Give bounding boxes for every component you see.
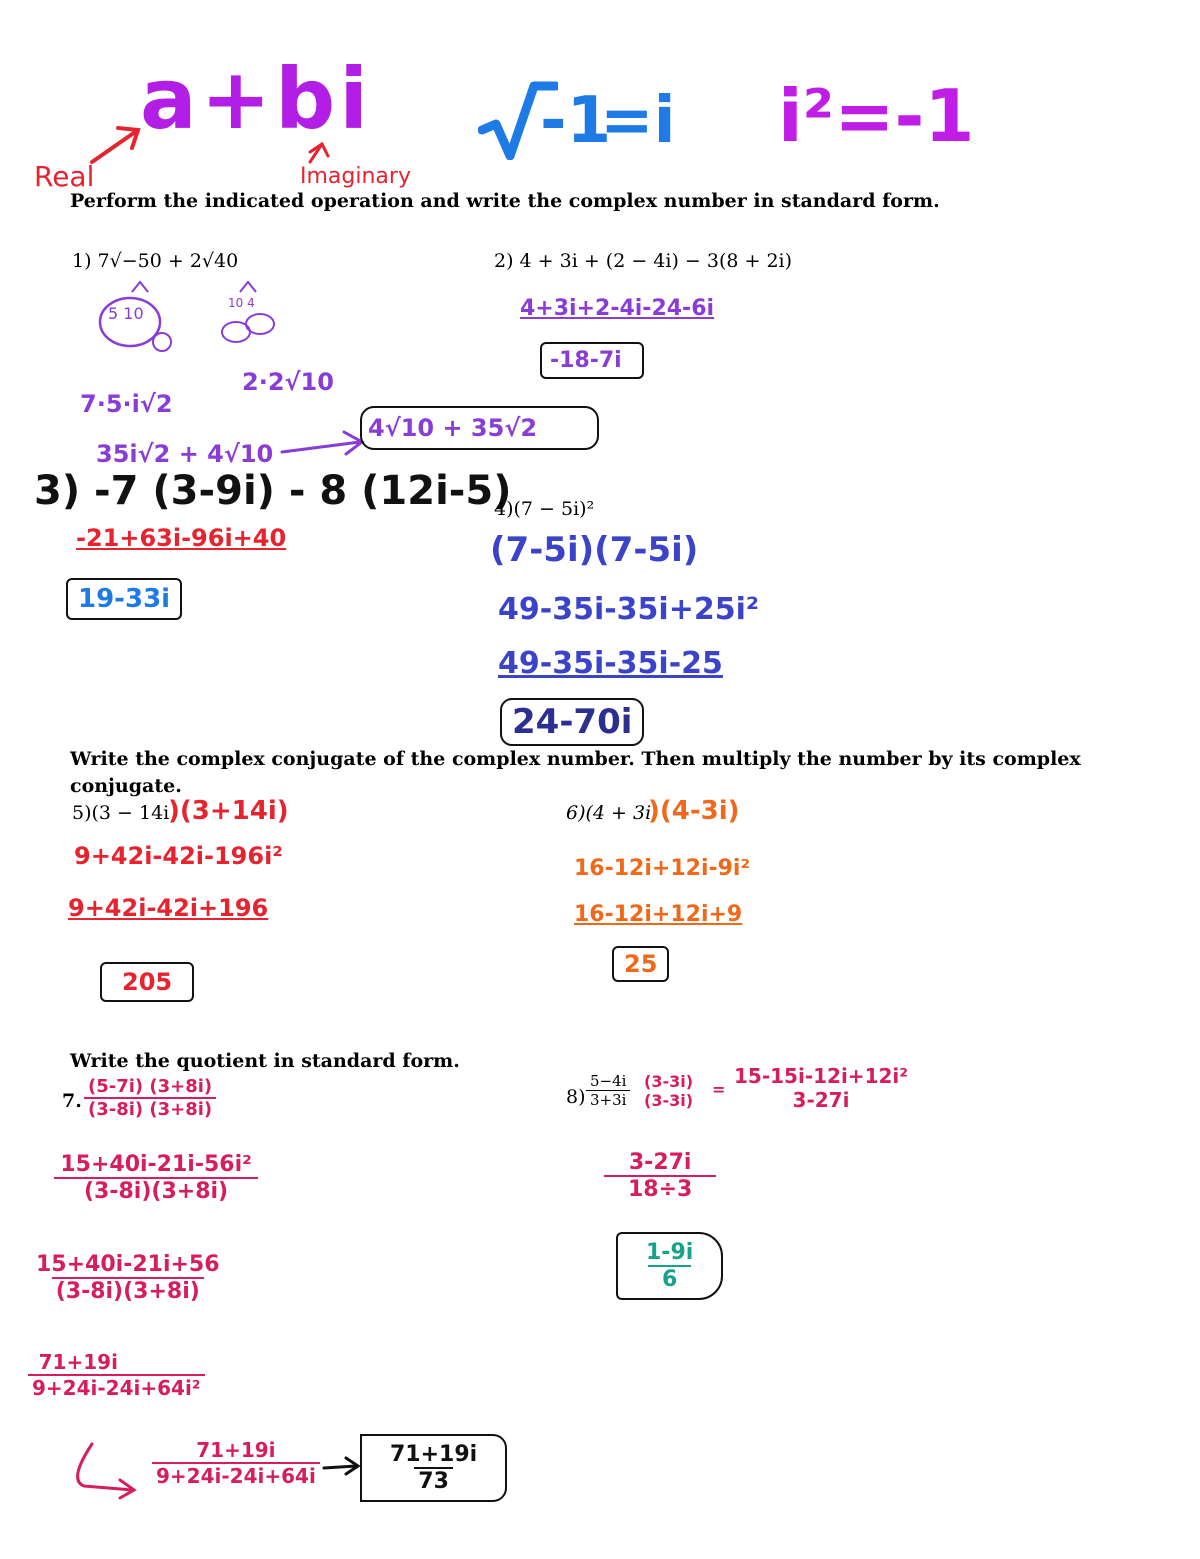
- problem-8-answer: $\frac{1-9i}{6}$: [616, 1232, 723, 1300]
- sqrt-radicand: -1: [540, 84, 612, 158]
- problem-8-result: 15-15i-12i+12i² 3-27i: [734, 1064, 909, 1112]
- problem-8-step: $\frac{3-27i}{18\div 3}$: [604, 1150, 716, 1202]
- problem-8-fraction: $\frac{5-4i}{3+3i}$: [586, 1072, 630, 1109]
- problem-7-step-2: $\frac{15+40i-21i+56}{(3-8i)(3+8i)}$: [36, 1252, 220, 1304]
- sqrt-identity-rhs: =i: [600, 84, 676, 158]
- problem-6-answer: 25: [612, 946, 669, 982]
- real-label: Real: [34, 160, 95, 193]
- return-arrow-icon: [62, 1440, 142, 1500]
- problem-7-step-1: $\frac{\text{15+40i-21i-56i²}}{(3-8i)(3+8i)}$: [54, 1152, 258, 1204]
- problem-1-label: 1) 7√−50 + 2√40: [72, 250, 239, 272]
- section2-heading: Write the complex conjugate of the complex number. Then multiply the number by its complex conjugate.: [70, 748, 1081, 797]
- problem-4-answer: 24-70i: [500, 698, 644, 746]
- problem-4-work-1: (7-5i)(7-5i): [490, 530, 699, 570]
- problem-4-label: 4)(7 − 5i)²: [494, 498, 595, 520]
- factor-tree-1-values: 5 10: [108, 304, 144, 323]
- problem-1-work-5: 35i√2 + 4√10: [96, 440, 274, 468]
- imaginary-label: Imaginary: [300, 164, 411, 189]
- real-arrow-icon: [88, 118, 148, 168]
- i-squared-identity: i²=-1: [778, 74, 975, 158]
- problem-8-multiplier: (3-3i) (3-3i): [644, 1072, 694, 1110]
- problem-3-label: 3) -7 (3-9i) - 8 (12i-5): [34, 468, 512, 514]
- problem-7-answer: $\frac{71+19i}{73}$: [360, 1434, 507, 1502]
- problem-6-label: 6)(4 + 3i: [566, 802, 652, 824]
- problem-2-label: 2) 4 + 3i + (2 − 4i) − 3(8 + 2i): [494, 250, 793, 272]
- problem-4-work-2: 49-35i-35i+25i²: [498, 592, 760, 627]
- problem-1-work-4: 7·5·i√2: [80, 390, 173, 418]
- problem-6-work-2: 16-12i+12i+9: [574, 902, 743, 927]
- problem-2-work-1: 4+3i+2-4i-24-6i: [520, 296, 715, 321]
- factor-tree-2-values: 10 4: [228, 296, 255, 310]
- problem-3-work-1: -21+63i-96i+40: [76, 524, 287, 552]
- problem-3-answer: 19-33i: [66, 578, 182, 620]
- problem-6-conjugate: )(4-3i): [648, 796, 740, 826]
- problem-4-work-3: 49-35i-35i-25: [498, 646, 723, 681]
- problem-5-answer: 205: [100, 962, 194, 1002]
- problem-2-answer: -18-7i: [540, 342, 644, 379]
- equals-sign: =: [712, 1080, 726, 1099]
- factor-tree-2: [208, 280, 288, 350]
- problem-5-conjugate: )(3+14i): [168, 796, 289, 826]
- problem-7-step-3: $\frac{71+19i}{\text{9+24i-24i+64i²}}$: [28, 1350, 205, 1400]
- section1-heading: Perform the indicated operation and write the complex number in standard form.: [70, 190, 940, 212]
- problem-7-step-4: $\frac{71+19i}{9+24i-24i+64i}$: [152, 1438, 320, 1488]
- problem-7-fraction: $\frac{(5-7i) (3+8i)}{(3-8i) (3+8i)}$: [84, 1076, 216, 1120]
- section3-heading: Write the quotient in standard form.: [70, 1050, 460, 1072]
- problem-8-label: 8): [566, 1086, 586, 1108]
- problem-6-work-1: 16-12i+12i-9i²: [574, 856, 751, 881]
- problem-5-work-2: 9+42i-42i+196: [68, 894, 269, 922]
- problem-5-label: 5)(3 − 14i: [72, 802, 170, 824]
- formula-a-plus-bi: a+bi: [140, 50, 372, 148]
- problem-5-work-1: 9+42i-42i-196i²: [74, 842, 283, 870]
- problem-1-answer: 4√10 + 35√2: [360, 406, 599, 450]
- problem-1-work-3: 2·2√10: [242, 368, 334, 396]
- arrow-icon: [280, 430, 370, 460]
- problem-7-label: 7.: [62, 1090, 82, 1112]
